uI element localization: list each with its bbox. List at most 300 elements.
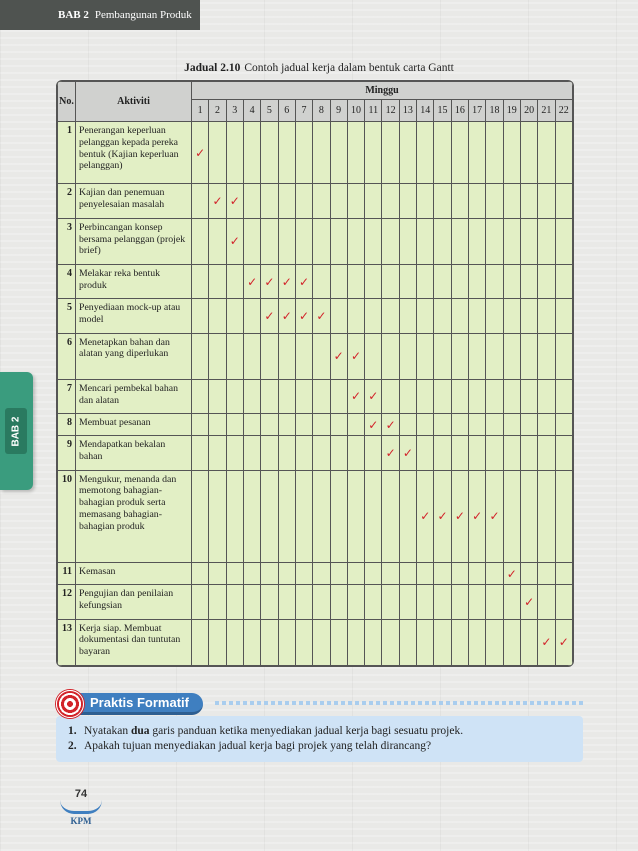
week-cell — [434, 184, 451, 218]
week-cell — [503, 379, 520, 413]
week-cell — [451, 585, 468, 619]
week-cell — [209, 619, 226, 665]
week-cell — [330, 379, 347, 413]
week-cell — [347, 436, 364, 470]
table-row — [58, 619, 573, 665]
check-icon: ✓ — [281, 308, 292, 323]
question-text-part: garis panduan ketika menyediakan jadual kerja bagi sesuatu projek. — [149, 725, 464, 737]
week-cell — [261, 265, 278, 299]
question-text — [84, 724, 463, 739]
week-cell — [503, 265, 520, 299]
week-cell — [503, 218, 520, 264]
week-cell — [451, 470, 468, 563]
week-cell — [382, 299, 399, 333]
week-cell — [347, 585, 364, 619]
week-cell — [503, 619, 520, 665]
week-cell — [330, 414, 347, 436]
week-cell — [347, 122, 364, 184]
week-cell — [192, 585, 209, 619]
week-cell — [538, 265, 555, 299]
question-number: 1. — [68, 725, 77, 737]
row-number: 6 — [58, 333, 76, 379]
week-cell — [209, 122, 226, 184]
week-cell — [278, 563, 295, 585]
week-cell — [503, 585, 520, 619]
week-cell — [486, 122, 503, 184]
week-cell — [434, 299, 451, 333]
week-cell — [486, 414, 503, 436]
week-cell — [520, 299, 537, 333]
week-cell — [486, 299, 503, 333]
publisher-label: KPM — [70, 816, 92, 826]
week-cell — [278, 184, 295, 218]
week-cell — [261, 585, 278, 619]
week-cell — [382, 563, 399, 585]
row-number: 2 — [58, 184, 76, 218]
week-cell — [486, 563, 503, 585]
week-header: 12 — [382, 100, 399, 122]
week-cell — [555, 379, 572, 413]
row-number: 3 — [58, 218, 76, 264]
table-row — [58, 122, 573, 184]
check-icon: ✓ — [281, 274, 292, 289]
week-cell — [347, 265, 364, 299]
week-cell — [365, 436, 382, 470]
week-cell — [538, 585, 555, 619]
week-cell — [503, 184, 520, 218]
week-cell — [330, 333, 347, 379]
week-cell — [434, 265, 451, 299]
week-cell — [451, 299, 468, 333]
check-icon: ✓ — [437, 509, 448, 524]
row-number: 1 — [58, 122, 76, 184]
week-cell — [469, 619, 486, 665]
week-cell — [538, 122, 555, 184]
week-cell — [503, 470, 520, 563]
week-cell — [382, 122, 399, 184]
week-cell — [295, 184, 312, 218]
week-cell — [226, 563, 243, 585]
week-cell — [226, 619, 243, 665]
week-cell — [382, 619, 399, 665]
praktis-formatif-title: Praktis Formatif — [76, 693, 203, 715]
week-cell — [451, 563, 468, 585]
week-cell — [209, 414, 226, 436]
chapter-side-tab — [0, 372, 33, 490]
week-cell — [520, 184, 537, 218]
week-cell — [278, 299, 295, 333]
week-cell — [486, 265, 503, 299]
week-cell — [520, 122, 537, 184]
activity-cell: Menetapkan bahan dan alatan yang diperlukan — [76, 333, 192, 379]
week-cell — [486, 585, 503, 619]
week-cell — [365, 265, 382, 299]
week-cell — [330, 122, 347, 184]
week-cell — [451, 265, 468, 299]
week-cell — [399, 563, 416, 585]
week-cell — [295, 333, 312, 379]
week-cell — [192, 619, 209, 665]
week-cell — [538, 619, 555, 665]
check-icon: ✓ — [368, 417, 379, 432]
week-cell — [313, 619, 330, 665]
week-cell — [347, 414, 364, 436]
week-cell — [434, 470, 451, 563]
week-cell — [382, 218, 399, 264]
week-header: 9 — [330, 100, 347, 122]
week-cell — [555, 299, 572, 333]
week-cell — [209, 265, 226, 299]
check-icon: ✓ — [506, 566, 517, 581]
table-row — [58, 333, 573, 379]
check-icon: ✓ — [368, 389, 379, 404]
praktis-formatif-questions — [56, 716, 583, 762]
week-cell — [295, 218, 312, 264]
book-icon — [60, 800, 102, 814]
week-cell — [503, 414, 520, 436]
week-cell — [243, 414, 260, 436]
week-header: 14 — [417, 100, 434, 122]
activity-cell: Perbincangan konsep bersama pelanggan (projek brief) — [76, 218, 192, 264]
column-header-no: No. — [58, 82, 76, 122]
chapter-number: BAB 2 — [58, 9, 89, 21]
week-cell — [330, 299, 347, 333]
week-cell — [209, 563, 226, 585]
activity-cell: Penyediaan mock-up atau model — [76, 299, 192, 333]
table-row — [58, 414, 573, 436]
question-item — [68, 724, 583, 739]
row-number: 10 — [58, 470, 76, 563]
week-cell — [486, 436, 503, 470]
week-cell — [399, 333, 416, 379]
week-cell — [365, 218, 382, 264]
week-cell — [226, 122, 243, 184]
week-cell — [226, 585, 243, 619]
week-cell — [226, 265, 243, 299]
week-cell — [451, 122, 468, 184]
week-cell — [278, 470, 295, 563]
week-cell — [399, 414, 416, 436]
check-icon: ✓ — [264, 274, 275, 289]
week-cell — [313, 414, 330, 436]
check-icon: ✓ — [558, 635, 569, 650]
week-cell — [243, 470, 260, 563]
week-header: 19 — [503, 100, 520, 122]
week-cell — [313, 379, 330, 413]
week-cell — [365, 470, 382, 563]
week-cell — [261, 299, 278, 333]
week-cell — [347, 333, 364, 379]
week-cell — [347, 218, 364, 264]
question-emphasis: dua — [130, 725, 150, 737]
week-cell — [192, 122, 209, 184]
week-cell — [486, 184, 503, 218]
week-cell — [243, 218, 260, 264]
week-cell — [278, 218, 295, 264]
activity-cell: Mencari pembekal bahan dan alatan — [76, 379, 192, 413]
week-cell — [313, 563, 330, 585]
week-cell — [417, 265, 434, 299]
check-icon: ✓ — [299, 308, 310, 323]
row-number: 9 — [58, 436, 76, 470]
week-cell — [347, 299, 364, 333]
week-cell — [295, 414, 312, 436]
question-item — [68, 739, 583, 754]
week-cell — [261, 414, 278, 436]
week-cell — [451, 379, 468, 413]
week-cell — [520, 218, 537, 264]
week-header: 21 — [538, 100, 555, 122]
week-header: 5 — [261, 100, 278, 122]
decorative-divider — [215, 701, 583, 705]
week-cell — [417, 619, 434, 665]
week-cell — [399, 585, 416, 619]
week-header: 2 — [209, 100, 226, 122]
week-cell — [243, 436, 260, 470]
check-icon: ✓ — [333, 349, 344, 364]
week-cell — [330, 619, 347, 665]
week-cell — [243, 333, 260, 379]
check-icon: ✓ — [264, 308, 275, 323]
week-cell — [192, 265, 209, 299]
week-cell — [520, 379, 537, 413]
week-cell — [555, 333, 572, 379]
week-cell — [538, 470, 555, 563]
table-row — [58, 436, 573, 470]
week-cell — [417, 414, 434, 436]
week-cell — [434, 333, 451, 379]
week-header: 1 — [192, 100, 209, 122]
week-cell — [486, 470, 503, 563]
activity-cell: Membuat pesanan — [76, 414, 192, 436]
week-cell — [417, 379, 434, 413]
week-cell — [261, 184, 278, 218]
week-cell — [382, 333, 399, 379]
activity-cell: Kajian dan penemuan penyelesaian masalah — [76, 184, 192, 218]
week-cell — [555, 470, 572, 563]
check-icon: ✓ — [472, 509, 483, 524]
week-cell — [243, 184, 260, 218]
week-cell — [365, 619, 382, 665]
week-cell — [295, 436, 312, 470]
week-cell — [313, 218, 330, 264]
week-cell — [209, 470, 226, 563]
row-number: 5 — [58, 299, 76, 333]
week-cell — [365, 333, 382, 379]
week-cell — [417, 122, 434, 184]
week-cell — [555, 414, 572, 436]
week-cell — [261, 218, 278, 264]
activity-cell: Pengujian dan penilaian kefungsian — [76, 585, 192, 619]
week-cell — [192, 436, 209, 470]
week-cell — [538, 299, 555, 333]
target-icon — [56, 690, 84, 718]
week-cell — [295, 122, 312, 184]
week-cell — [278, 414, 295, 436]
week-cell — [226, 436, 243, 470]
row-number: 11 — [58, 563, 76, 585]
week-cell — [330, 436, 347, 470]
week-cell — [347, 470, 364, 563]
week-cell — [295, 470, 312, 563]
week-cell — [469, 585, 486, 619]
week-cell — [434, 122, 451, 184]
week-cell — [469, 563, 486, 585]
week-cell — [382, 470, 399, 563]
question-number: 2. — [68, 740, 77, 752]
week-cell — [555, 122, 572, 184]
week-cell — [278, 619, 295, 665]
activity-cell: Penerangan keperluan pelanggan kepada pereka bentuk (Kajian keperluan pelanggan) — [76, 122, 192, 184]
week-cell — [261, 122, 278, 184]
week-cell — [434, 379, 451, 413]
week-cell — [261, 619, 278, 665]
week-cell — [295, 585, 312, 619]
week-cell — [451, 184, 468, 218]
week-cell — [538, 218, 555, 264]
week-cell — [520, 436, 537, 470]
week-cell — [243, 563, 260, 585]
week-cell — [417, 184, 434, 218]
week-cell — [192, 470, 209, 563]
week-cell — [261, 333, 278, 379]
table-row — [58, 379, 573, 413]
week-cell — [192, 299, 209, 333]
week-cell — [451, 333, 468, 379]
week-cell — [278, 585, 295, 619]
row-number: 7 — [58, 379, 76, 413]
week-cell — [503, 436, 520, 470]
week-cell — [399, 122, 416, 184]
week-cell — [295, 299, 312, 333]
check-icon: ✓ — [195, 145, 206, 160]
table-row — [58, 299, 573, 333]
week-cell — [295, 619, 312, 665]
week-cell — [555, 184, 572, 218]
page-number-badge — [58, 786, 104, 832]
week-cell — [469, 299, 486, 333]
week-cell — [555, 265, 572, 299]
check-icon: ✓ — [350, 349, 361, 364]
week-cell — [417, 470, 434, 563]
week-cell — [330, 585, 347, 619]
week-cell — [209, 299, 226, 333]
week-cell — [226, 414, 243, 436]
week-cell — [555, 218, 572, 264]
table-row — [58, 265, 573, 299]
question-text-part: Nyatakan — [84, 725, 131, 737]
week-cell — [365, 585, 382, 619]
week-cell — [382, 585, 399, 619]
gantt-chart-table — [56, 80, 574, 667]
week-header: 3 — [226, 100, 243, 122]
week-cell — [261, 563, 278, 585]
table-caption — [0, 62, 638, 74]
week-header: 15 — [434, 100, 451, 122]
week-cell — [330, 563, 347, 585]
week-cell — [399, 184, 416, 218]
week-cell — [469, 184, 486, 218]
week-cell — [382, 436, 399, 470]
week-header: 7 — [295, 100, 312, 122]
week-cell — [503, 122, 520, 184]
week-cell — [226, 184, 243, 218]
week-header: 10 — [347, 100, 364, 122]
check-icon: ✓ — [229, 194, 240, 209]
week-cell — [226, 379, 243, 413]
week-cell — [451, 218, 468, 264]
week-cell — [538, 563, 555, 585]
page-number: 74 — [74, 788, 88, 800]
week-cell — [520, 563, 537, 585]
row-number: 8 — [58, 414, 76, 436]
check-icon: ✓ — [402, 445, 413, 460]
table-row — [58, 585, 573, 619]
week-cell — [538, 436, 555, 470]
week-cell — [347, 184, 364, 218]
week-cell — [192, 414, 209, 436]
week-cell — [347, 619, 364, 665]
week-cell — [434, 585, 451, 619]
week-cell — [209, 436, 226, 470]
week-cell — [520, 333, 537, 379]
week-cell — [486, 218, 503, 264]
column-header-activity: Aktiviti — [76, 82, 192, 122]
week-cell — [555, 436, 572, 470]
week-cell — [399, 436, 416, 470]
week-cell — [382, 265, 399, 299]
week-cell — [520, 619, 537, 665]
week-cell — [434, 563, 451, 585]
week-cell — [243, 122, 260, 184]
week-cell — [226, 333, 243, 379]
week-cell — [382, 184, 399, 218]
week-cell — [399, 265, 416, 299]
week-cell — [538, 414, 555, 436]
check-icon: ✓ — [385, 445, 396, 460]
week-cell — [313, 333, 330, 379]
week-cell — [313, 122, 330, 184]
week-cell — [503, 333, 520, 379]
table-row — [58, 218, 573, 264]
week-cell — [417, 563, 434, 585]
week-cell — [278, 333, 295, 379]
check-icon: ✓ — [212, 194, 223, 209]
week-cell — [520, 470, 537, 563]
week-cell — [261, 379, 278, 413]
week-cell — [434, 619, 451, 665]
week-cell — [192, 218, 209, 264]
week-cell — [451, 619, 468, 665]
chapter-header — [0, 0, 200, 30]
week-cell — [555, 585, 572, 619]
week-cell — [209, 218, 226, 264]
week-cell — [469, 122, 486, 184]
week-cell — [278, 436, 295, 470]
week-cell — [330, 265, 347, 299]
week-cell — [278, 379, 295, 413]
week-cell — [451, 436, 468, 470]
week-header: 16 — [451, 100, 468, 122]
table-row — [58, 563, 573, 585]
week-cell — [226, 470, 243, 563]
week-header: 22 — [555, 100, 572, 122]
week-cell — [538, 184, 555, 218]
week-cell — [555, 563, 572, 585]
week-cell — [278, 122, 295, 184]
week-cell — [503, 299, 520, 333]
week-cell — [330, 184, 347, 218]
